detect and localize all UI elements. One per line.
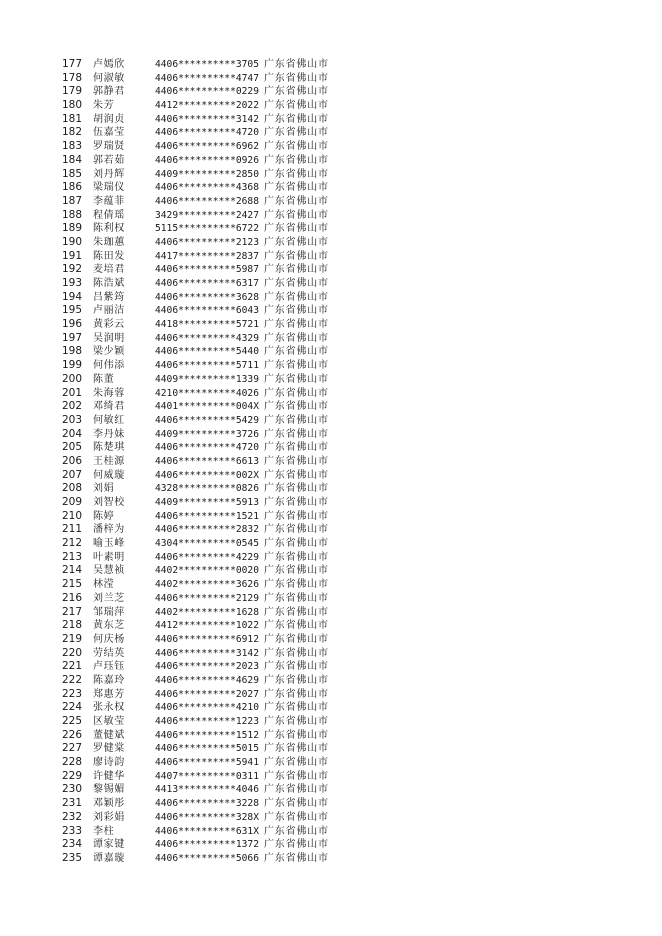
table-row <box>0 236 662 250</box>
row-number: 198 <box>61 345 82 358</box>
place-name: 广东省佛山市 <box>264 770 329 782</box>
place-name: 广东省佛山市 <box>264 100 329 112</box>
row-number: 196 <box>61 318 82 331</box>
id-number: 4406**********2832 <box>155 524 259 536</box>
place-name: 广东省佛山市 <box>264 401 329 413</box>
person-name: 麦培君 <box>93 264 125 276</box>
row-number: 219 <box>61 632 82 645</box>
person-name: 刘娟 <box>93 483 115 495</box>
row-number: 202 <box>61 400 82 413</box>
id-number: 4406**********5941 <box>155 757 259 769</box>
person-name: 潘梓为 <box>93 524 125 536</box>
place-name: 广东省佛山市 <box>264 182 329 194</box>
table-row <box>0 113 662 127</box>
place-name: 广东省佛山市 <box>264 209 329 221</box>
table-row <box>0 496 662 510</box>
place-name: 广东省佛山市 <box>264 784 329 796</box>
id-number: 4409**********5913 <box>155 497 259 508</box>
row-number: 179 <box>61 85 82 98</box>
person-name: 卢嫣欣 <box>93 59 125 70</box>
person-name: 李丹妹 <box>93 428 125 440</box>
place-name: 广东省佛山市 <box>264 442 329 454</box>
person-name: 程倩瑶 <box>93 209 125 221</box>
id-number: 4406**********5429 <box>155 414 259 426</box>
place-name: 广东省佛山市 <box>264 319 329 331</box>
row-number: 181 <box>61 112 82 125</box>
id-number: 4406**********5015 <box>155 743 259 755</box>
id-number: 4406**********3628 <box>155 291 259 303</box>
row-number: 187 <box>61 194 82 207</box>
place-name: 广东省佛山市 <box>264 702 329 714</box>
table-row <box>0 660 662 674</box>
place-name: 广东省佛山市 <box>264 538 329 550</box>
id-number: 4412**********2022 <box>155 100 259 112</box>
table-row <box>0 428 662 442</box>
row-number: 216 <box>61 591 82 604</box>
table-row <box>0 58 662 72</box>
id-number: 4418**********5721 <box>155 319 259 331</box>
row-number: 225 <box>61 715 82 727</box>
id-number: 4406**********4720 <box>155 442 259 454</box>
place-name: 广东省佛山市 <box>264 729 329 741</box>
table-row <box>0 674 662 688</box>
row-number: 212 <box>61 537 82 550</box>
person-name: 邓绮君 <box>93 401 125 413</box>
place-name: 广东省佛山市 <box>264 291 329 303</box>
place-name: 广东省佛山市 <box>264 72 329 84</box>
place-name: 广东省佛山市 <box>264 154 329 166</box>
row-number: 201 <box>61 386 82 399</box>
table-row <box>0 510 662 524</box>
table-row <box>0 606 662 620</box>
id-number: 4417**********2837 <box>155 250 259 262</box>
id-number: 4406**********6317 <box>155 278 259 289</box>
row-number: 190 <box>61 235 82 248</box>
table-row <box>0 701 662 715</box>
place-name: 广东省佛山市 <box>264 579 329 591</box>
place-name: 广东省佛山市 <box>264 168 329 180</box>
person-name: 邹瑞萍 <box>93 606 125 618</box>
person-name: 黎锡媚 <box>93 784 125 796</box>
person-name: 陈田发 <box>93 250 125 262</box>
table-row <box>0 318 662 332</box>
person-name: 罗瑞贤 <box>93 141 125 153</box>
row-number: 178 <box>61 71 82 84</box>
row-number: 215 <box>61 578 82 591</box>
id-number: 4406**********3142 <box>155 647 259 659</box>
row-number: 199 <box>61 359 82 372</box>
id-number: 4406**********6043 <box>155 305 259 317</box>
id-number: 4401**********004X <box>155 401 259 413</box>
place-name: 广东省佛山市 <box>264 798 329 810</box>
person-name: 刘智校 <box>93 497 125 508</box>
person-name: 区敏莹 <box>93 716 125 727</box>
person-name: 刘彩娟 <box>93 811 125 823</box>
row-number: 200 <box>61 372 82 385</box>
row-number: 185 <box>61 167 82 180</box>
place-name: 广东省佛山市 <box>264 428 329 440</box>
table-row <box>0 181 662 195</box>
id-number: 4406**********5711 <box>155 360 259 372</box>
row-number: 192 <box>61 263 82 276</box>
row-number: 195 <box>61 304 82 317</box>
row-number: 210 <box>61 509 82 522</box>
id-number: 4409**********3726 <box>155 428 259 440</box>
place-name: 广东省佛山市 <box>264 195 329 207</box>
place-name: 广东省佛山市 <box>264 250 329 262</box>
person-name: 吕紫筠 <box>93 291 125 303</box>
person-name: 李蕴菲 <box>93 195 125 207</box>
row-number: 191 <box>61 249 82 262</box>
row-number: 227 <box>61 742 82 755</box>
table-row <box>0 756 662 770</box>
table-row <box>0 85 662 99</box>
row-number: 223 <box>61 687 82 700</box>
id-number: 4304**********0545 <box>155 538 259 550</box>
table-row <box>0 277 662 291</box>
person-name: 黄彩云 <box>93 319 125 331</box>
person-name: 劳结英 <box>93 647 125 659</box>
place-name: 广东省佛山市 <box>264 510 329 522</box>
place-name: 广东省佛山市 <box>264 757 329 769</box>
person-name: 王桂源 <box>93 455 125 467</box>
table-row <box>0 250 662 264</box>
person-name: 何庆杨 <box>93 633 125 645</box>
table-row <box>0 387 662 401</box>
person-name: 李柱 <box>93 825 115 837</box>
row-number: 226 <box>61 728 82 741</box>
id-number: 4409**********2850 <box>155 168 259 180</box>
id-number: 4406**********1512 <box>155 729 259 741</box>
person-name: 黄东芝 <box>93 620 125 632</box>
row-number: 177 <box>61 58 82 70</box>
table-row <box>0 811 662 825</box>
id-number: 4210**********4026 <box>155 387 259 399</box>
table-row <box>0 373 662 387</box>
table-row <box>0 291 662 305</box>
table-row <box>0 469 662 483</box>
id-number: 4406**********2027 <box>155 688 259 700</box>
row-number: 207 <box>61 468 82 481</box>
person-name: 陈楚琪 <box>93 442 125 454</box>
place-name: 广东省佛山市 <box>264 360 329 372</box>
row-number: 180 <box>61 99 82 112</box>
place-name: 广东省佛山市 <box>264 86 329 98</box>
place-name: 广东省佛山市 <box>264 455 329 467</box>
table-row <box>0 304 662 318</box>
row-number: 183 <box>61 140 82 153</box>
id-number: 4406**********6962 <box>155 141 259 153</box>
id-number: 4413**********4046 <box>155 784 259 796</box>
place-name: 广东省佛山市 <box>264 633 329 645</box>
id-number: 4406**********4747 <box>155 72 259 84</box>
row-number: 217 <box>61 605 82 618</box>
person-name: 刘丹辉 <box>93 168 125 180</box>
id-number: 4406**********328X <box>155 811 259 823</box>
table-row <box>0 99 662 113</box>
place-name: 广东省佛山市 <box>264 305 329 317</box>
place-name: 广东省佛山市 <box>264 524 329 536</box>
place-name: 广东省佛山市 <box>264 647 329 659</box>
table-row <box>0 633 662 647</box>
table-row <box>0 523 662 537</box>
row-number: 188 <box>61 208 82 221</box>
row-number: 224 <box>61 701 82 714</box>
table-row <box>0 838 662 852</box>
place-name: 广东省佛山市 <box>264 113 329 125</box>
place-name: 广东省佛山市 <box>264 825 329 837</box>
place-name: 广东省佛山市 <box>264 59 329 70</box>
id-number: 4402**********3626 <box>155 579 259 591</box>
person-name: 何威璇 <box>93 469 125 481</box>
id-number: 4409**********1339 <box>155 373 259 385</box>
table-row <box>0 688 662 702</box>
row-number: 208 <box>61 482 82 495</box>
place-name: 广东省佛山市 <box>264 551 329 563</box>
person-name: 吴润明 <box>93 332 125 344</box>
id-number: 4406**********5066 <box>155 852 259 864</box>
place-name: 广东省佛山市 <box>264 716 329 727</box>
person-name: 卢珏钰 <box>93 661 125 673</box>
id-number: 4402**********0020 <box>155 565 259 577</box>
person-name: 陈嘉玲 <box>93 674 125 686</box>
id-number: 4406**********3142 <box>155 113 259 125</box>
row-number: 231 <box>61 797 82 810</box>
roster-table <box>0 58 662 866</box>
place-name: 广东省佛山市 <box>264 811 329 823</box>
id-number: 4406**********2688 <box>155 195 259 207</box>
place-name: 广东省佛山市 <box>264 743 329 755</box>
person-name: 梁少颖 <box>93 346 125 358</box>
table-row <box>0 400 662 414</box>
row-number: 206 <box>61 454 82 467</box>
row-number: 203 <box>61 413 82 426</box>
place-name: 广东省佛山市 <box>264 414 329 426</box>
person-name: 朱海蓉 <box>93 387 125 399</box>
table-row <box>0 783 662 797</box>
place-name: 广东省佛山市 <box>264 373 329 385</box>
person-name: 罗健棠 <box>93 743 125 755</box>
person-name: 谭嘉璇 <box>93 852 125 864</box>
table-row <box>0 647 662 661</box>
place-name: 广东省佛山市 <box>264 127 329 139</box>
table-row <box>0 619 662 633</box>
table-row <box>0 564 662 578</box>
place-name: 广东省佛山市 <box>264 387 329 399</box>
place-name: 广东省佛山市 <box>264 688 329 700</box>
row-number: 221 <box>61 660 82 673</box>
id-number: 3429**********2427 <box>155 209 259 221</box>
place-name: 广东省佛山市 <box>264 592 329 604</box>
id-number: 4406**********2023 <box>155 661 259 673</box>
place-name: 广东省佛山市 <box>264 483 329 495</box>
table-row <box>0 825 662 839</box>
row-number: 197 <box>61 331 82 344</box>
place-name: 广东省佛山市 <box>264 141 329 153</box>
person-name: 刘兰芝 <box>93 592 125 604</box>
place-name: 广东省佛山市 <box>264 606 329 618</box>
table-row <box>0 770 662 784</box>
person-name: 喻玉峰 <box>93 538 125 550</box>
person-name: 陈浩斌 <box>93 278 125 289</box>
place-name: 广东省佛山市 <box>264 469 329 481</box>
table-row <box>0 209 662 223</box>
row-number: 214 <box>61 564 82 577</box>
person-name: 陈婷 <box>93 510 115 522</box>
person-name: 吴慧祯 <box>93 565 125 577</box>
place-name: 广东省佛山市 <box>264 236 329 248</box>
row-number: 205 <box>61 441 82 454</box>
table-row <box>0 729 662 743</box>
person-name: 许健华 <box>93 770 125 782</box>
person-name: 朱珈蕙 <box>93 236 125 248</box>
id-number: 4406**********1223 <box>155 716 259 727</box>
id-number: 4406**********4210 <box>155 702 259 714</box>
place-name: 广东省佛山市 <box>264 839 329 851</box>
place-name: 广东省佛山市 <box>264 278 329 289</box>
place-name: 广东省佛山市 <box>264 620 329 632</box>
person-name: 何敏红 <box>93 414 125 426</box>
row-number: 220 <box>61 646 82 659</box>
row-number: 204 <box>61 427 82 440</box>
id-number: 4402**********1628 <box>155 606 259 618</box>
table-row <box>0 455 662 469</box>
row-number: 229 <box>61 769 82 782</box>
row-number: 230 <box>61 783 82 796</box>
id-number: 4406**********0926 <box>155 154 259 166</box>
row-number: 233 <box>61 824 82 837</box>
person-name: 郭若茹 <box>93 154 125 166</box>
row-number: 194 <box>61 290 82 303</box>
table-row <box>0 222 662 236</box>
table-row <box>0 154 662 168</box>
id-number: 4406**********0229 <box>155 86 259 98</box>
table-row <box>0 482 662 496</box>
table-row <box>0 441 662 455</box>
table-row <box>0 168 662 182</box>
id-number: 4406**********4720 <box>155 127 259 139</box>
row-number: 189 <box>61 222 82 235</box>
table-row <box>0 345 662 359</box>
person-name: 伍嘉莹 <box>93 127 125 139</box>
place-name: 广东省佛山市 <box>264 852 329 864</box>
table-row <box>0 359 662 373</box>
place-name: 广东省佛山市 <box>264 332 329 344</box>
person-name: 郑惠芳 <box>93 688 125 700</box>
table-row <box>0 332 662 346</box>
table-row <box>0 578 662 592</box>
table-row <box>0 126 662 140</box>
table-row <box>0 72 662 86</box>
table-row <box>0 551 662 565</box>
person-name: 廖诗韵 <box>93 757 125 769</box>
table-row <box>0 742 662 756</box>
row-number: 232 <box>61 810 82 823</box>
person-name: 郭静君 <box>93 86 125 98</box>
table-row <box>0 414 662 428</box>
row-number: 184 <box>61 153 82 166</box>
row-number: 213 <box>61 550 82 563</box>
person-name: 何淑敏 <box>93 72 125 84</box>
row-number: 186 <box>61 181 82 194</box>
person-name: 陈利权 <box>93 223 125 235</box>
row-number: 209 <box>61 496 82 508</box>
row-number: 235 <box>61 851 82 864</box>
table-row <box>0 592 662 606</box>
person-name: 林滢 <box>93 579 115 591</box>
table-row <box>0 797 662 811</box>
id-number: 4406**********5987 <box>155 264 259 276</box>
id-number: 4406**********3705 <box>155 59 259 70</box>
place-name: 广东省佛山市 <box>264 661 329 673</box>
id-number: 4406**********2129 <box>155 592 259 604</box>
place-name: 广东省佛山市 <box>264 346 329 358</box>
id-number: 4406**********3228 <box>155 798 259 810</box>
person-name: 何伟添 <box>93 360 125 372</box>
id-number: 4406**********6613 <box>155 455 259 467</box>
id-number: 4406**********4329 <box>155 332 259 344</box>
person-name: 张永权 <box>93 702 125 714</box>
person-name: 梁瑞仪 <box>93 182 125 194</box>
person-name: 胡润贞 <box>93 113 125 125</box>
id-number: 4406**********5440 <box>155 346 259 358</box>
id-number: 4407**********0311 <box>155 770 259 782</box>
row-number: 182 <box>61 126 82 139</box>
id-number: 4406**********1372 <box>155 839 259 851</box>
row-number: 222 <box>61 673 82 686</box>
person-name: 叶素明 <box>93 551 125 563</box>
id-number: 5115**********6722 <box>155 223 259 235</box>
id-number: 4406**********4229 <box>155 551 259 563</box>
row-number: 228 <box>61 756 82 769</box>
id-number: 4328**********0826 <box>155 483 259 495</box>
row-number: 193 <box>61 277 82 289</box>
person-name: 卢丽洁 <box>93 305 125 317</box>
person-name: 谭家键 <box>93 839 125 851</box>
id-number: 4406**********6912 <box>155 633 259 645</box>
person-name: 董健斌 <box>93 729 125 741</box>
person-name: 朱芳 <box>93 100 115 112</box>
id-number: 4412**********1022 <box>155 620 259 632</box>
id-number: 4406**********2123 <box>155 236 259 248</box>
place-name: 广东省佛山市 <box>264 223 329 235</box>
table-row <box>0 263 662 277</box>
place-name: 广东省佛山市 <box>264 497 329 508</box>
id-number: 4406**********002X <box>155 469 259 481</box>
row-number: 218 <box>61 619 82 632</box>
id-number: 4406**********631X <box>155 825 259 837</box>
id-number: 4406**********1521 <box>155 510 259 522</box>
place-name: 广东省佛山市 <box>264 674 329 686</box>
table-row <box>0 140 662 154</box>
id-number: 4406**********4368 <box>155 182 259 194</box>
id-number: 4406**********4629 <box>155 674 259 686</box>
place-name: 广东省佛山市 <box>264 264 329 276</box>
table-row <box>0 537 662 551</box>
row-number: 211 <box>61 523 82 536</box>
person-name: 邓颖彤 <box>93 798 125 810</box>
table-row <box>0 715 662 729</box>
table-row <box>0 195 662 209</box>
row-number: 234 <box>61 838 82 851</box>
person-name: 陈董 <box>93 373 115 385</box>
table-row <box>0 852 662 866</box>
place-name: 广东省佛山市 <box>264 565 329 577</box>
